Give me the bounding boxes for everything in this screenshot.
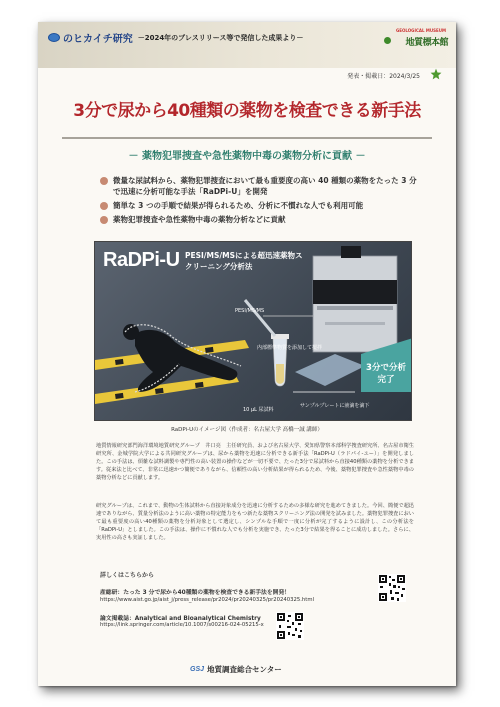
inner-standard-label: 内部標準物質を添加して撹拌 bbox=[257, 345, 323, 351]
press-release-link-label[interactable]: 産総研：たった 3 分で尿から40種類の薬物を検査できる新手法を開発！ bbox=[100, 590, 291, 596]
list-item bbox=[100, 175, 420, 197]
header-banner bbox=[38, 22, 456, 68]
publication-date: 発表・掲載日：2024/3/25 bbox=[347, 73, 420, 80]
star-icon bbox=[430, 68, 442, 80]
gsj-mark-icon: GSJ bbox=[190, 665, 205, 673]
method-label: PESI/MS/MSによる超迅速薬物スクリーニング分析法 bbox=[185, 251, 303, 271]
gsj-disc-icon bbox=[48, 33, 60, 42]
museum-logo bbox=[384, 28, 448, 52]
press-release-url[interactable]: https://www.aist.go.jp/aist_j/press_release/pr2024/pr20240325/pr20240325.html bbox=[100, 597, 314, 603]
bullet-dot-icon bbox=[100, 177, 108, 185]
radpi-logo-text: RaDPi-U bbox=[103, 249, 180, 271]
list-item bbox=[100, 200, 420, 211]
title-divider bbox=[62, 137, 432, 139]
series-title: のヒカイチ研究 bbox=[63, 34, 133, 45]
highlight-list bbox=[100, 175, 420, 228]
result-badge: 3分で分析完了 bbox=[366, 363, 406, 385]
series-subtitle: －2024年のプレスリリース等で発信した成果より－ bbox=[137, 33, 304, 42]
organization-name: 地質調査総合センター bbox=[207, 664, 282, 674]
instrument-label: PESI/MS/MS bbox=[235, 308, 265, 314]
qr-code-icon[interactable] bbox=[378, 574, 406, 602]
urine-sample-label: 10 μL 尿試料 bbox=[243, 407, 274, 413]
radpi-illustration bbox=[94, 241, 412, 421]
bullet-text: 薬物犯罪捜査や急性薬物中毒の薬物分析などに貢献 bbox=[113, 215, 286, 224]
journal-url[interactable]: https://link.springer.com/article/10.1007/s00216-024-05215-x bbox=[100, 622, 264, 628]
museum-logo-text: 地質標本館 bbox=[405, 38, 448, 48]
document-page bbox=[38, 22, 456, 686]
series-logo bbox=[48, 30, 303, 45]
museum-mark-icon bbox=[384, 37, 391, 44]
journal-link-label[interactable]: 論文掲載誌：Analytical and Bioanalytical Chemistry bbox=[100, 616, 261, 622]
more-info-heading: 詳しくはこちらから bbox=[100, 572, 155, 579]
body-paragraph: 地質情報研究部門海洋環境地質研究グループ 井口亮 主任研究員、および名古屋大学、愛知県警察本部科学捜査研究所、名古屋市衛生研究所、金城学院大学による共同研究グループは、尿から薬物を迅速に分析できる新手法「RaDPi-U（ラドパイ-ユー）」を開発しました。この手法は、煩雑な試料調製や専門性の高い装置の操作などが一切不要で、たった3分で尿試料から直接40種類の薬物を分析できます。従来法と比べて、非常に迅速かつ簡便でありながら、信頼性の高い分析結果が得られるため、今後、薬物犯罪捜査や急性薬物中毒の薬物分析などに貢献します。 bbox=[96, 443, 414, 481]
list-item bbox=[100, 214, 420, 225]
bullet-dot-icon bbox=[100, 216, 108, 224]
page-subtitle: － 薬物犯罪捜査や急性薬物中毒の薬物分析に貢献 － bbox=[128, 151, 366, 162]
page-title: 3分で尿から40種類の薬物を検査できる新手法 bbox=[73, 101, 421, 121]
figure-caption: RaDPi-Uのイメージ図（作成者：名古屋大学 髙橋一誠 講師） bbox=[171, 427, 323, 433]
qr-code-icon[interactable] bbox=[276, 612, 304, 640]
bullet-dot-icon bbox=[100, 202, 108, 210]
bullet-text: 簡単な 3 つの手順で結果が得られるため、分析に不慣れな人でも利用可能 bbox=[113, 201, 364, 210]
sample-plate-label: サンプルプレートに液滴を滴下 bbox=[300, 403, 370, 409]
gsj-footer-logo bbox=[190, 663, 310, 675]
museum-logo-small: GEOLOGICAL MUSEUM bbox=[395, 28, 446, 33]
bullet-text: 微量な尿試料から、薬物犯罪捜査において最も重要度の高い 40 種類の薬物をたった 3 分で迅速に分析可能な手法「RaDPi-U」を開発 bbox=[113, 176, 417, 196]
body-paragraph: 研究グループは、これまで、動物の生体試料から直接対象成分を迅速に分析するための多様な研究を進めてきました。今回、簡便で超迅速でありながら、質量分析法のように高い薬物の特定能力をもつ新たな薬物スクリーニング法の開発を試みました。薬物犯罪捜査において最も重要度の高い40種類の薬物を分析対象として選定し、シンプルな手順で一度に分析が完了するように設計し、この分析法を「RaDPi-U」としました。この手法は、操作に不慣れな人でも分析を実施でき、たった3分で結果を得ることに成功しました。さらに、実用性の高さも実証しました。 bbox=[96, 503, 414, 541]
